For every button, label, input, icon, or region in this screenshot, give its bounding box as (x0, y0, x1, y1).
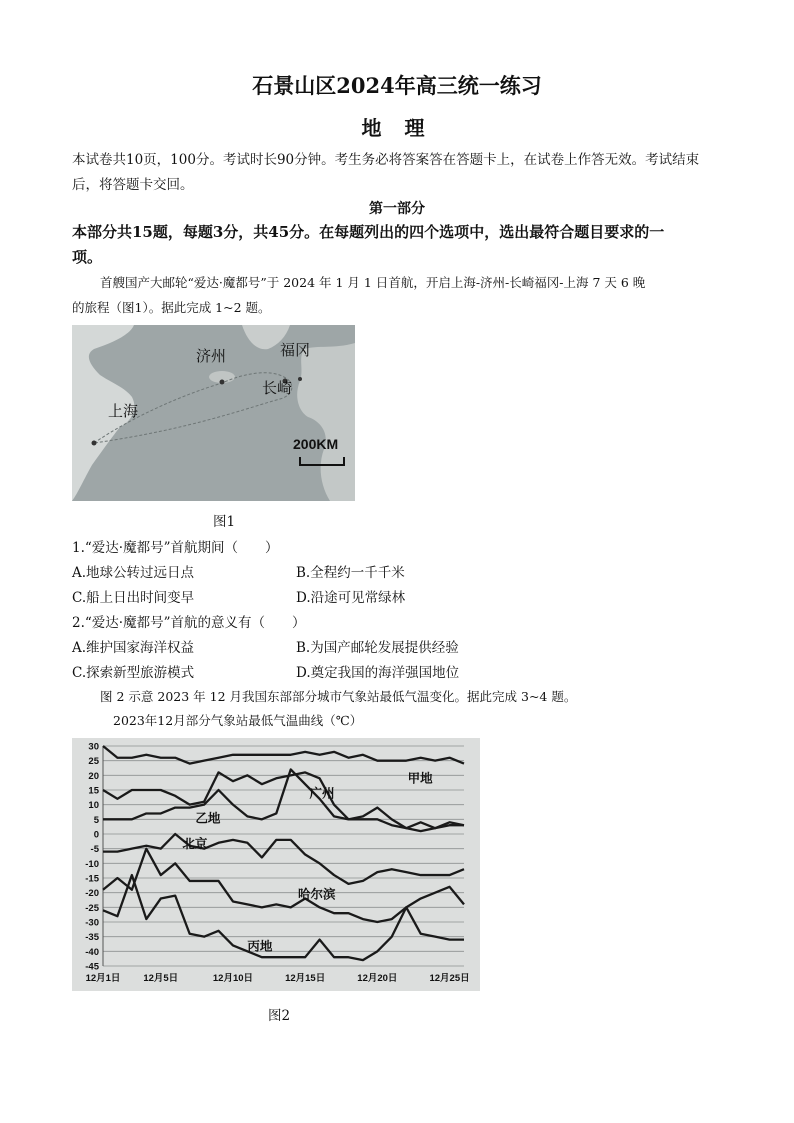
x-tick-label: 12月20日 (357, 973, 398, 984)
temperature-chart (72, 738, 480, 991)
route-map (72, 325, 355, 501)
question-1-option-d[interactable]: D.沿途可见常绿林 (296, 590, 406, 606)
y-tick-label: -40 (85, 946, 99, 958)
y-tick-label: 30 (88, 741, 99, 753)
question-2-option-b[interactable]: B.为国产邮轮发展提供经验 (296, 640, 459, 656)
series-label-6: 丙地 (247, 939, 273, 954)
y-tick-label: -35 (85, 932, 99, 944)
y-tick-label: -5 (90, 844, 99, 856)
intro-line-2: 后，将答题卡交回。 (72, 177, 194, 193)
figure-1-caption: 图1 (213, 514, 236, 530)
context-1-line-2: 的旅程（图1）。据此完成 1~2 题。 (72, 300, 271, 315)
y-tick-label: 20 (88, 770, 99, 782)
part-instruction-line-1: 本部分共15题，每题3分，共45分。在每题列出的四个选项中，选出最符合题目要求的一 (72, 223, 665, 241)
y-tick-label: 10 (88, 800, 99, 812)
y-tick-label: 25 (88, 756, 99, 768)
map-label-fukuoka: 福冈 (280, 342, 311, 359)
x-tick-label: 12月15日 (285, 973, 326, 984)
question-1-stem: 1.“爱达·魔都号”首航期间（ ） (72, 540, 279, 556)
part-heading: 第一部分 (369, 201, 425, 217)
x-tick-label: 12月1日 (85, 973, 121, 984)
y-tick-label: 0 (93, 829, 99, 841)
y-tick-label: -20 (85, 888, 99, 900)
map-scale-label: 200KM (293, 436, 339, 452)
question-1-option-a[interactable]: A.地球公转过远日点 (72, 565, 195, 581)
series-label-5: 哈尔滨 (297, 887, 336, 902)
x-tick-label: 12月5日 (143, 973, 179, 984)
map-label-nagasaki: 长崎 (262, 380, 293, 397)
temperature-chart-svg (72, 738, 480, 991)
y-tick-label: -25 (85, 902, 99, 914)
question-2-option-c[interactable]: C.探索新型旅游模式 (72, 665, 195, 681)
context-2-line-1: 图 2 示意 2023 年 12 月我国东部部分城市气象站最低气温变化。据此完成 3~4 题。 (100, 689, 577, 704)
part-instruction-line-2: 项。 (72, 248, 103, 266)
route-map-graphic (72, 325, 355, 501)
question-1-option-b[interactable]: B.全程约一千千米 (296, 565, 405, 581)
figure-2-caption: 图2 (268, 1008, 291, 1024)
y-tick-label: -45 (85, 961, 99, 973)
x-tick-label: 12月25日 (429, 973, 470, 984)
question-2-option-a[interactable]: A.维护国家海洋权益 (72, 640, 195, 656)
series-label-4: 北京 (182, 837, 208, 852)
x-tick-label: 12月10日 (212, 973, 254, 984)
map-label-shanghai: 上海 (108, 403, 139, 420)
y-tick-label: -30 (85, 917, 99, 929)
intro-line-1: 本试卷共10页，100分。考试时长90分钟。考生务必将答案答在答题卡上，在试卷上作答无效。考试结束 (72, 152, 700, 168)
series-label-1: 甲地 (407, 771, 433, 786)
series-label-3: 乙地 (195, 811, 221, 826)
map-label-jeju: 济州 (196, 348, 227, 365)
question-2-option-d[interactable]: D.奠定我国的海洋强国地位 (296, 665, 460, 681)
context-1-line-1: 首艘国产大邮轮“爱达·魔都号”于 2024 年 1 月 1 日首航，开启上海-济州-长崎福冈-上海 7 天 6 晚 (100, 275, 646, 290)
y-tick-label: 15 (88, 785, 99, 797)
subject-title: 地 理 (361, 116, 433, 140)
y-tick-label: -10 (85, 858, 99, 870)
y-tick-label: 5 (93, 814, 99, 826)
series-label-2: 广州 (309, 786, 335, 801)
question-2-stem: 2.“爱达·魔都号”首航的意义有（ ） (72, 615, 306, 631)
y-tick-label: -15 (85, 873, 99, 885)
question-1-option-c[interactable]: C.船上日出时间变早 (72, 590, 195, 606)
chart-title: 2023年12月部分气象站最低气温曲线（℃） (113, 713, 363, 728)
exam-title: 石景山区2024年高三统一练习 (252, 73, 542, 98)
